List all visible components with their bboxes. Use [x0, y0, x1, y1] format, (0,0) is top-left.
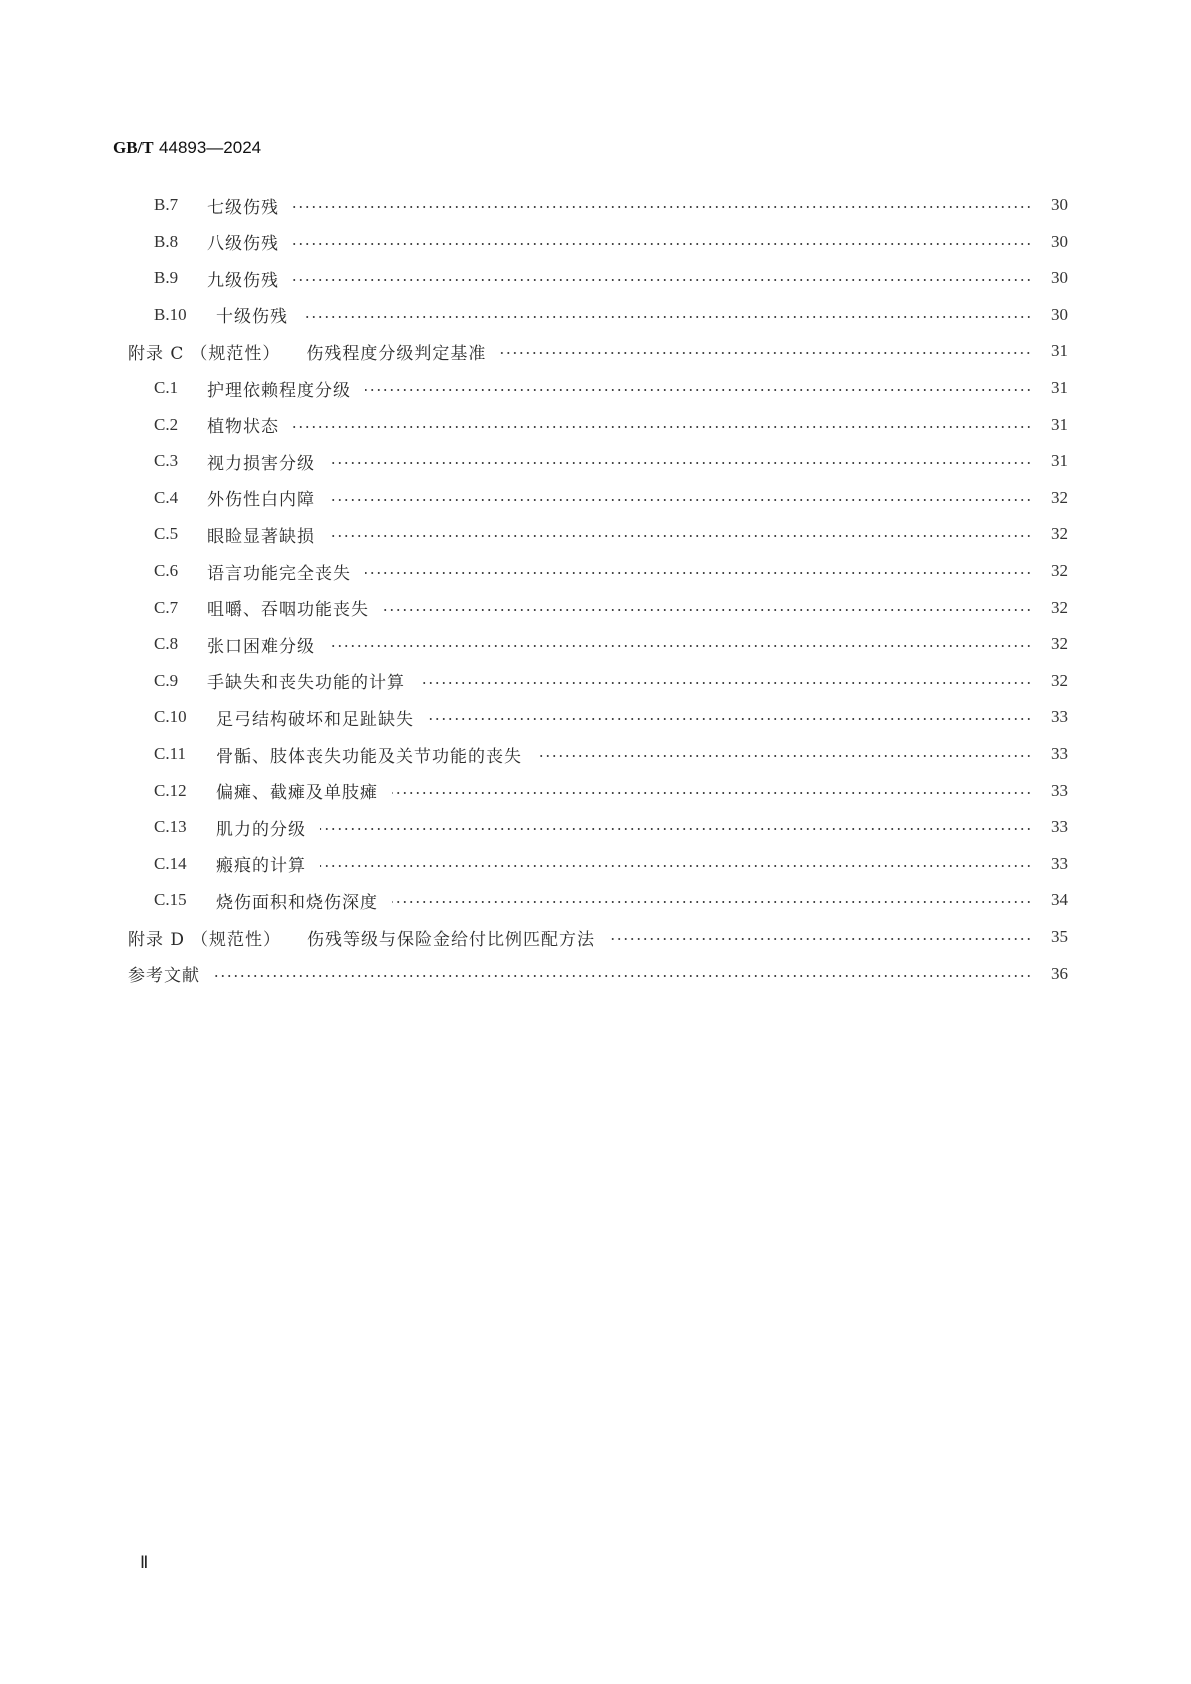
- dot-leader: [419, 682, 1032, 684]
- toc-entry-page: 31: [1051, 451, 1068, 471]
- toc-entry-code: C.1: [154, 378, 179, 397]
- toc-entry-page: 32: [1051, 561, 1068, 580]
- toc-entry-page: 33: [1051, 780, 1068, 800]
- dot-leader: [329, 535, 1032, 537]
- toc-entry-code: C.14: [154, 853, 187, 873]
- toc-entry-page: 33: [1051, 707, 1068, 727]
- toc-entry-title: 语言功能完全丧失: [207, 563, 351, 584]
- toc-entry-page: 30: [1051, 231, 1068, 251]
- toc-entry-title: 植物状态: [207, 417, 279, 438]
- toc-entry-code: C.12: [154, 780, 187, 800]
- toc-entry-page: 33: [1051, 744, 1068, 763]
- dot-leader: [392, 792, 1032, 794]
- toc-entry-page: 32: [1051, 597, 1068, 617]
- toc-entry-c1[interactable]: [154, 373, 1068, 403]
- toc-entry-title: 护理依赖程度分级: [207, 380, 351, 401]
- dot-leader: [320, 865, 1032, 867]
- toc-entry-c14[interactable]: [154, 849, 1068, 879]
- toc-entry-code: C.2: [154, 414, 179, 434]
- toc-entry-page: 30: [1051, 304, 1068, 324]
- standard-number: 44893—2024: [159, 138, 262, 157]
- toc-entry-c4[interactable]: [154, 483, 1068, 513]
- toc-entry-c13[interactable]: [154, 812, 1068, 842]
- toc-entry-title: 参考文献: [128, 966, 200, 987]
- toc-entry-title: 烧伤面积和烧伤深度: [216, 892, 378, 913]
- toc-entry-annex-d[interactable]: [128, 922, 1068, 952]
- dot-leader: [320, 828, 1032, 830]
- dot-leader: [500, 352, 1032, 354]
- toc-entry-page: 36: [1051, 963, 1068, 983]
- toc-entry-page: 30: [1051, 268, 1068, 288]
- standard-prefix: GB/T: [113, 138, 154, 157]
- standard-code-header: [113, 138, 261, 158]
- toc-entry-code: C.8: [154, 634, 179, 654]
- dot-leader: [293, 206, 1032, 208]
- toc-entry-c7[interactable]: [154, 593, 1068, 623]
- toc-entry-title: 八级伤残: [207, 234, 279, 255]
- toc-entry-page: 35: [1051, 927, 1068, 946]
- toc-entry-code: C.10: [154, 707, 187, 727]
- toc-entry-title: 眼睑显著缺损: [207, 526, 315, 547]
- dot-leader: [609, 938, 1032, 940]
- annex-label: 附录 C: [128, 343, 185, 364]
- toc-entry-code: C.15: [154, 890, 187, 910]
- dot-leader: [214, 975, 1032, 977]
- toc-entry-code: B.10: [154, 304, 187, 324]
- toc-entry-page: 30: [1051, 195, 1068, 214]
- dot-leader: [329, 645, 1032, 647]
- toc-entry-code: C.9: [154, 670, 179, 690]
- toc-entry-code: B.8: [154, 231, 179, 251]
- dot-leader: [293, 279, 1032, 281]
- toc-entry-title: 张口困难分级: [207, 636, 315, 657]
- toc-entry-c10[interactable]: [154, 702, 1068, 732]
- toc-entry-title: 咀嚼、吞咽功能丧失: [207, 600, 369, 621]
- toc-entry-c6[interactable]: [154, 556, 1068, 586]
- toc-entry-title: 视力损害分级: [207, 453, 315, 474]
- toc-entry-annex-c[interactable]: [128, 336, 1068, 366]
- dot-leader: [536, 755, 1032, 757]
- toc-entry-b7[interactable]: [154, 190, 1068, 220]
- dot-leader: [428, 718, 1032, 720]
- toc-entry-title: 十级伤残: [216, 307, 288, 328]
- toc-entry-c5[interactable]: [154, 519, 1068, 549]
- dot-leader: [365, 572, 1032, 574]
- annex-type: （规范性）: [191, 929, 282, 950]
- dot-leader: [302, 316, 1032, 318]
- toc-entry-c2[interactable]: [154, 410, 1068, 440]
- toc-entry-page: 34: [1051, 890, 1068, 910]
- toc-entry-b10[interactable]: [154, 300, 1068, 330]
- toc-entry-title: 九级伤残: [207, 270, 279, 291]
- annex-type: （规范性）: [190, 343, 281, 364]
- dot-leader: [329, 462, 1032, 464]
- dot-leader: [383, 609, 1032, 611]
- toc-entry-title: 七级伤残: [207, 197, 279, 218]
- toc-entry-page: 31: [1051, 341, 1068, 361]
- toc-entry-page: 32: [1051, 634, 1068, 654]
- toc-entry-c9[interactable]: [154, 666, 1068, 696]
- dot-leader: [293, 426, 1032, 428]
- annex-label: 附录 D: [128, 929, 186, 950]
- toc-entry-title: 外伤性白内障: [207, 490, 315, 511]
- toc-entry-title: 肌力的分级: [216, 819, 306, 840]
- toc-entry-page: 33: [1051, 817, 1068, 837]
- toc-entry-c8[interactable]: [154, 629, 1068, 659]
- toc-entry-title: 手缺失和丧失功能的计算: [207, 673, 405, 694]
- toc-entry-page: 31: [1051, 378, 1068, 397]
- toc-entry-c12[interactable]: [154, 776, 1068, 806]
- toc-entry-code: B.9: [154, 268, 179, 288]
- page-folio: Ⅱ: [140, 1553, 149, 1572]
- dot-leader: [329, 499, 1032, 501]
- toc-entry-b8[interactable]: [154, 227, 1068, 257]
- toc-entry-code: C.11: [154, 744, 186, 763]
- toc-entry-page: 33: [1051, 853, 1068, 873]
- toc-entry-references[interactable]: [128, 959, 1068, 989]
- toc-entry-code: C.4: [154, 487, 179, 507]
- toc-entry-c15[interactable]: [154, 885, 1068, 915]
- annex-title: 伤残等级与保险金给付比例匹配方法: [307, 929, 596, 950]
- toc-entry-title: 瘢痕的计算: [216, 856, 306, 877]
- toc-entry-page: 31: [1051, 414, 1068, 434]
- toc-entry-code: C.3: [154, 451, 179, 471]
- toc-entry-page: 32: [1051, 670, 1068, 690]
- toc-entry-code: C.7: [154, 597, 179, 617]
- toc-entry-c11[interactable]: [154, 739, 1068, 769]
- toc-entry-code: B.7: [154, 195, 179, 214]
- toc-entry-page: 32: [1051, 487, 1068, 507]
- toc-entry-title: 足弓结构破坏和足趾缺失: [216, 709, 414, 730]
- toc-entry-b9[interactable]: [154, 263, 1068, 293]
- dot-leader: [392, 901, 1032, 903]
- dot-leader: [365, 389, 1032, 391]
- toc-entry-page: 32: [1051, 524, 1068, 544]
- toc-entry-c3[interactable]: [154, 446, 1068, 476]
- toc-entry-code: C.5: [154, 524, 179, 544]
- annex-title: 伤残程度分级判定基准: [306, 343, 487, 364]
- toc-entry-title: 偏瘫、截瘫及单肢瘫: [216, 783, 378, 804]
- dot-leader: [293, 243, 1032, 245]
- toc-entry-code: C.13: [154, 817, 187, 837]
- toc-entry-code: C.6: [154, 561, 179, 580]
- toc-entry-title: 骨骺、肢体丧失功能及关节功能的丧失: [216, 746, 522, 767]
